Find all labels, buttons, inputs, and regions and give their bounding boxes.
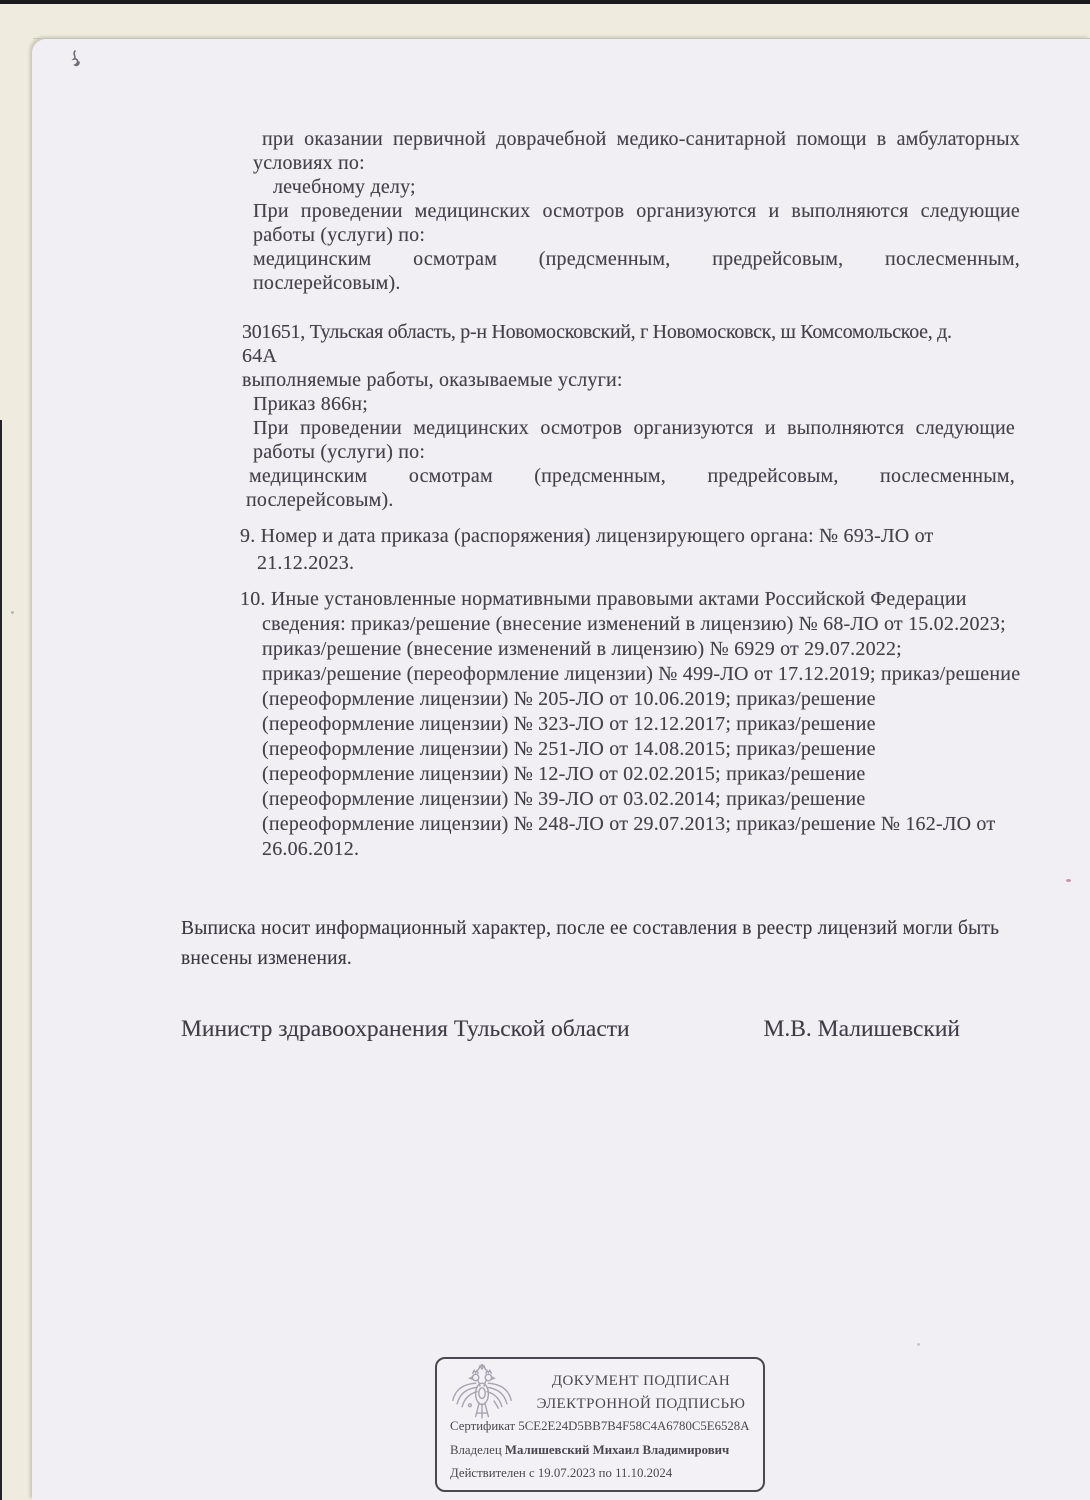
- document-line: сведения: приказ/решение (внесение изменений в лицензию) № 68-ЛО от 15.02.2023;: [262, 613, 1006, 635]
- document-line: 64А: [242, 345, 278, 367]
- document-line: При проведении медицинских осмотров организуются и выполняются следующие: [253, 417, 1015, 439]
- paragraph-services-ambulatory: [253, 127, 1020, 295]
- signer-title: Министр здравоохранения Тульской области: [181, 1016, 630, 1042]
- document-line: условиях по:: [253, 152, 365, 174]
- paragraph-address-services: [242, 320, 1015, 512]
- list-item-10: [240, 587, 1021, 862]
- list-item-9: [240, 523, 1020, 577]
- item-number: 9.: [240, 525, 256, 547]
- paper-speck: [917, 1343, 920, 1346]
- stamp-title-line2: ЭЛЕКТРОННОЙ ПОДПИСЬЮ: [536, 1396, 746, 1412]
- document-line: (переоформление лицензии) № 205-ЛО от 10.06.2019; приказ/решение: [262, 688, 876, 710]
- document-line: При проведении медицинских осмотров организуются и выполняются следующие: [253, 200, 1020, 222]
- item-number: 10.: [240, 588, 266, 610]
- document-line: (переоформление лицензии) № 39-ЛО от 03.02.2014; приказ/решение: [262, 788, 866, 810]
- stamp-title-line1: ДОКУМЕНТ ПОДПИСАН: [551, 1373, 731, 1389]
- owner-name: Малишевский Михаил Владимирович: [504, 1443, 730, 1457]
- certificate-line: [450, 1419, 749, 1434]
- document-line: (переоформление лицензии) № 323-ЛО от 12.12.2017; приказ/решение: [262, 713, 876, 735]
- paper-speck: [11, 611, 14, 614]
- item-text: Номер и дата приказа (распоряжения) лицензирующего органа: № 693-ЛО от: [260, 525, 934, 547]
- owner-label: Владелец: [450, 1443, 502, 1457]
- informational-note: [181, 914, 1017, 974]
- ink-smudge-mark: [70, 50, 82, 68]
- document-line: приказ/решение (внесение изменений в лицензию) № 6929 от 29.07.2022;: [262, 638, 902, 660]
- document-line: приказ/решение (переоформление лицензии) № 499-ЛО от 17.12.2019; приказ/решение: [262, 663, 1021, 685]
- document-line: (переоформление лицензии) № 251-ЛО от 14.08.2015; приказ/решение: [262, 738, 876, 760]
- digital-signature-stamp: [435, 1357, 765, 1492]
- validity-line: Действителен с 19.07.2023 по 11.10.2024: [450, 1466, 673, 1480]
- document-line: работы (услуги) по:: [253, 441, 426, 463]
- document-line: послерейсовым).: [246, 489, 394, 511]
- document-line: работы (услуги) по:: [253, 224, 426, 246]
- document-line: (переоформление лицензии) № 12-ЛО от 02.02.2015; приказ/решение: [262, 763, 866, 785]
- scanner-edge-top: [0, 0, 1090, 4]
- document-line: Приказ 866н;: [253, 393, 368, 415]
- document-line: [240, 587, 1015, 612]
- owner-line: [450, 1443, 729, 1458]
- stamp-title: [525, 1370, 757, 1416]
- paper-speck: [1066, 879, 1071, 882]
- document-line: 21.12.2023.: [257, 552, 355, 574]
- signer-name: М.В. Малишевский: [763, 1016, 960, 1042]
- paper-top-edge: [33, 38, 1090, 39]
- document-line: (переоформление лицензии) № 248-ЛО от 29.07.2013; приказ/решение № 162-ЛО от: [262, 813, 996, 835]
- document-line: лечебному делу;: [273, 176, 416, 198]
- item-text: Иные установленные нормативными правовыми актами Российской Федерации: [270, 588, 967, 610]
- document-line: 26.06.2012.: [262, 838, 360, 860]
- document-line: [240, 523, 1020, 550]
- document-line: Выписка носит информационный характер, после ее составления в реестр лицензий могли быть: [181, 918, 1000, 939]
- scanner-edge-left: [0, 420, 2, 1500]
- certificate-value: 5CE2E24D5BB7B4F58C4A6780C5E6528A: [518, 1419, 750, 1433]
- document-line: медицинским осмотрам (предсменным, предрейсовым, послесменным,: [253, 248, 1020, 270]
- document-line: внесены изменения.: [181, 948, 353, 969]
- document-line: послерейсовым).: [253, 272, 401, 294]
- document-line: при оказании первичной доврачебной медико-санитарной помощи в амбулаторных: [262, 128, 1020, 150]
- certificate-label: Сертификат: [450, 1419, 516, 1433]
- document-line: выполняемые работы, оказываемые услуги:: [242, 369, 623, 391]
- signature-row: [181, 1016, 960, 1043]
- document-line: медицинским осмотрам (предсменным, предрейсовым, послесменным,: [249, 465, 1015, 487]
- document-line: 301651, Тульская область, р-н Новомосковский, г Новомосковск, ш Комсомольское, д.: [242, 321, 952, 343]
